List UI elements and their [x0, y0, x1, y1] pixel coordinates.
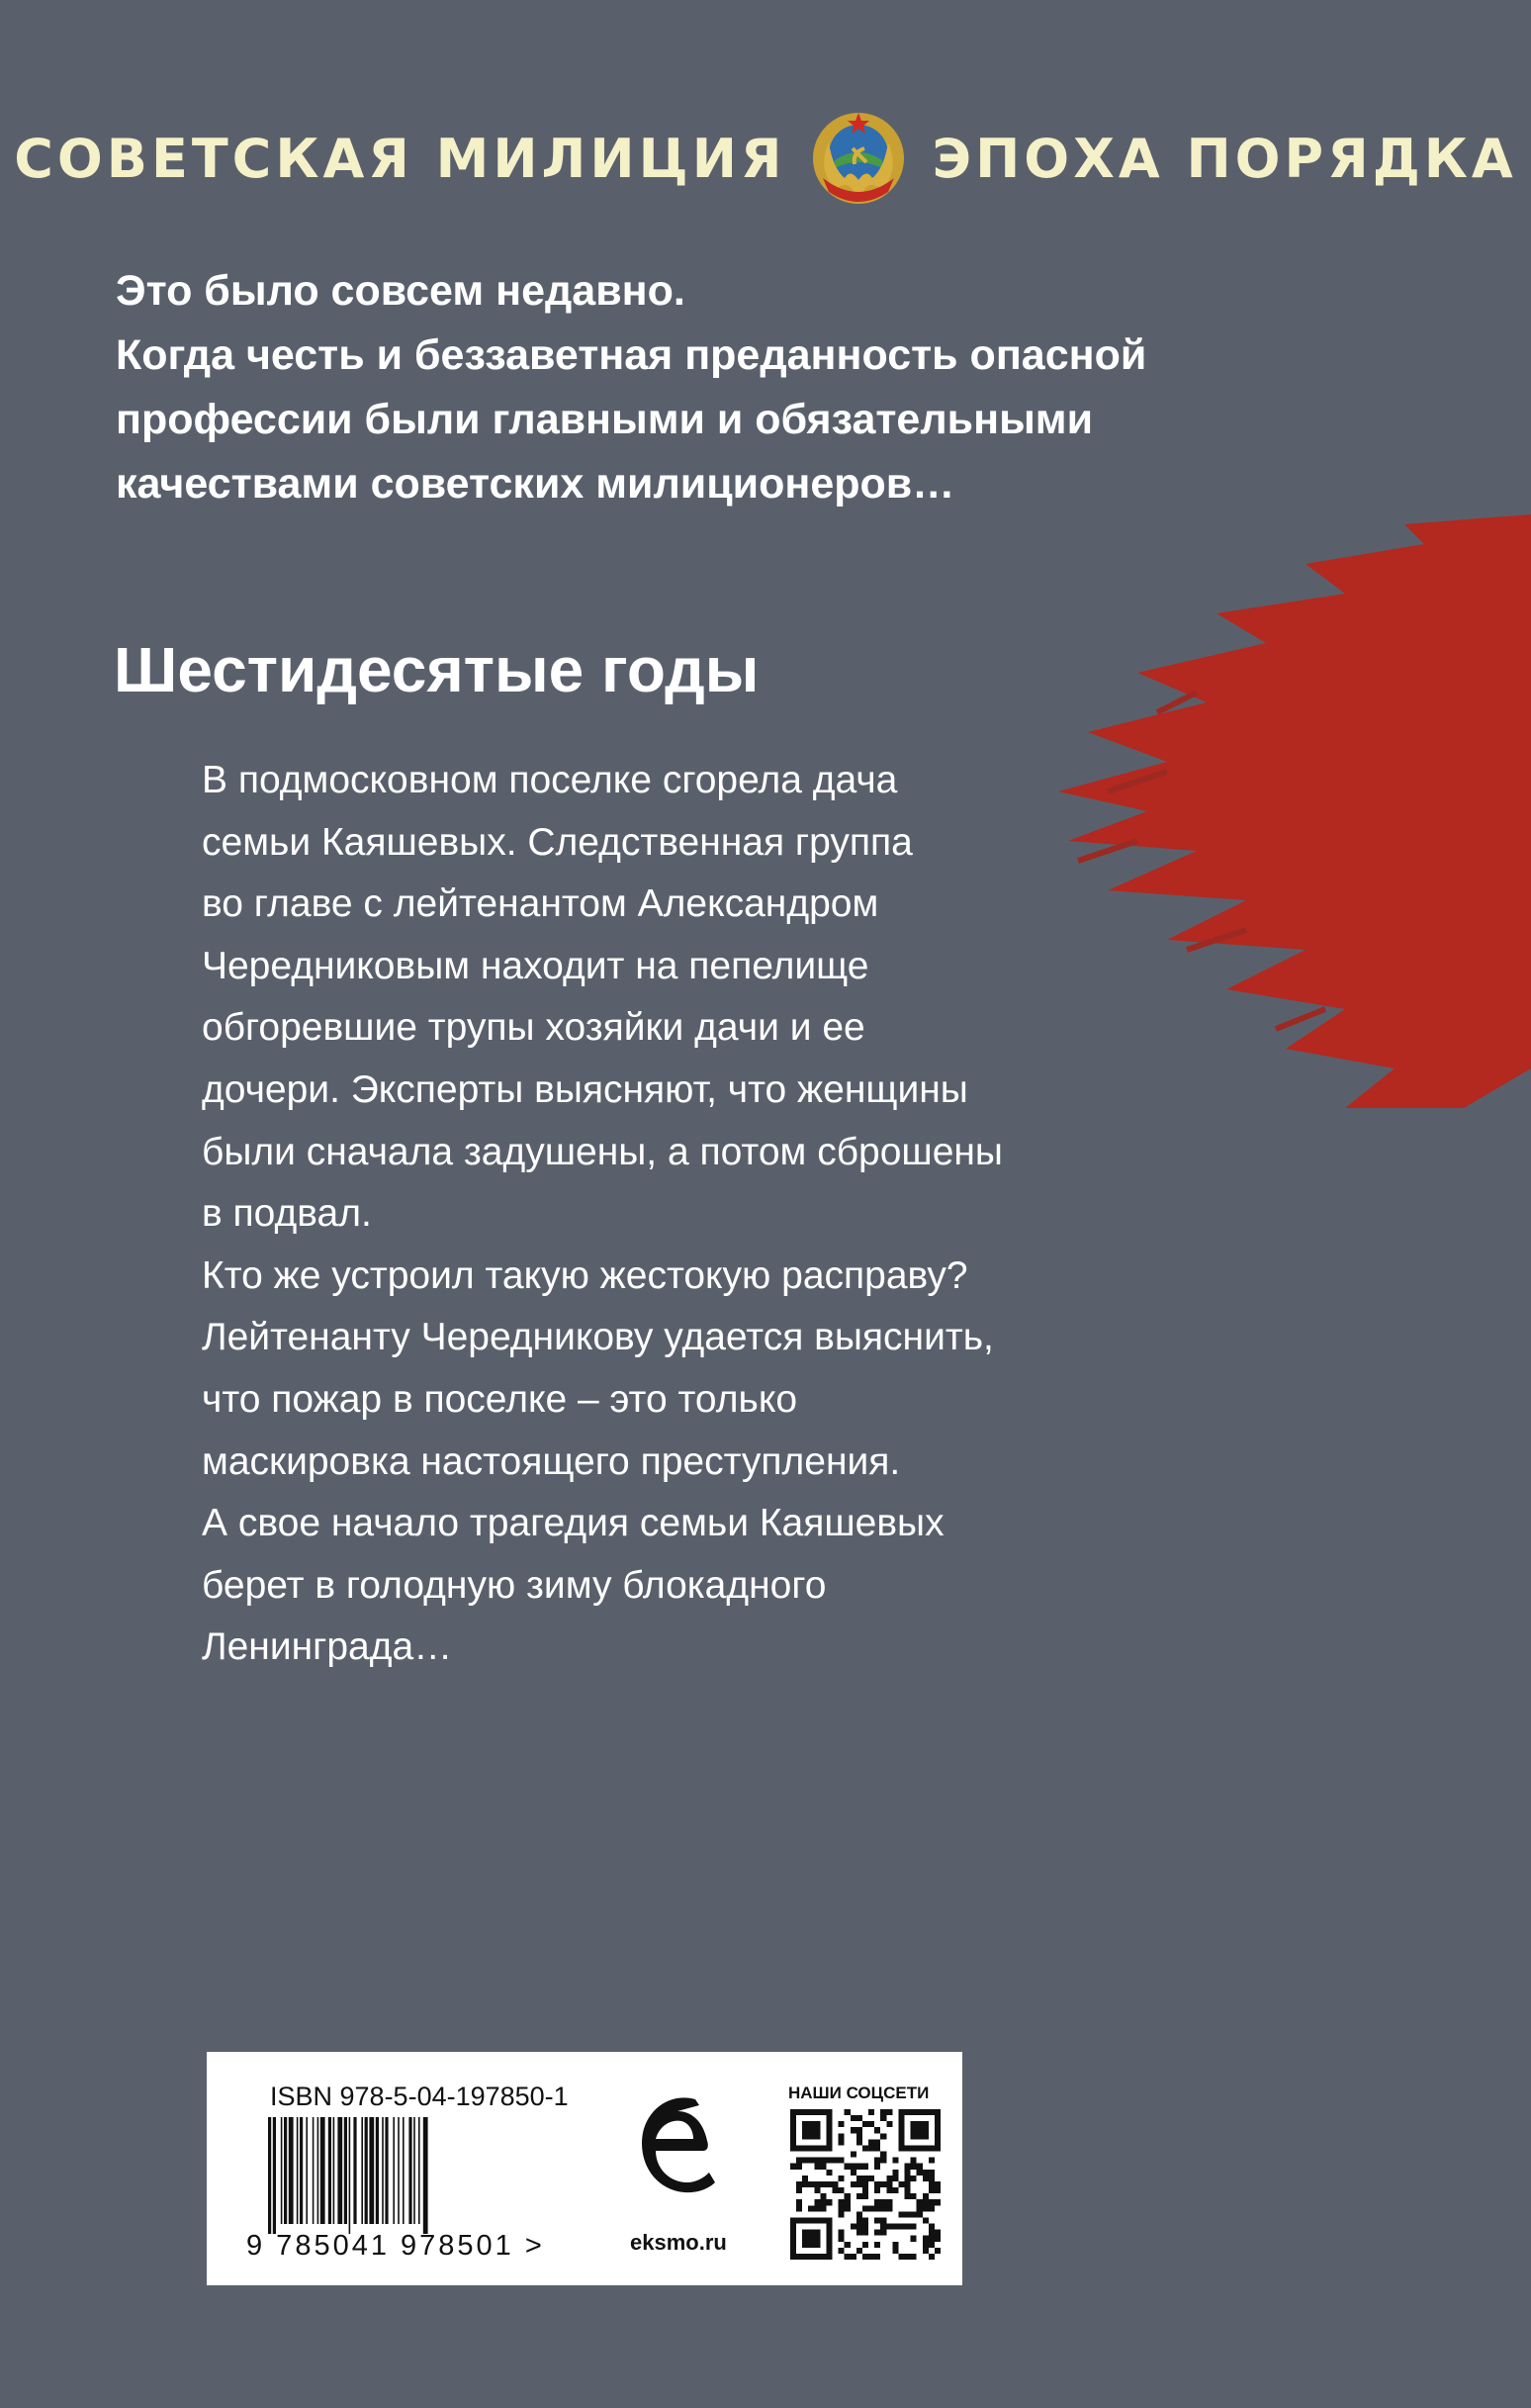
isbn-label: ISBN 978-5-04-197850-1: [270, 2082, 569, 2111]
synopsis-line: маскировка настоящего преступления.: [202, 1439, 901, 1483]
ussr-emblem-icon: [809, 109, 908, 208]
series-name-right: ЭПОХА ПОРЯДКА: [932, 127, 1517, 190]
barcode-digits: 9 785041 978501 >: [246, 2230, 545, 2262]
synopsis-line: обгоревшие трупы хозяйки дачи и ее: [202, 1006, 865, 1050]
synopsis-line: Кто же устроил такую жестокую расправу?: [202, 1253, 968, 1297]
publisher-url: eksmo.ru: [630, 2230, 727, 2255]
social-label: НАШИ СОЦСЕТИ: [788, 2084, 930, 2102]
synopsis-line: Ленинграда…: [202, 1625, 453, 1669]
intro-line: Это было совсем недавно.: [116, 267, 685, 315]
synopsis-line: семьи Каяшевых. Следственная группа: [202, 820, 913, 864]
synopsis-line: Лейтенанту Чередникову удается выяснить,: [202, 1316, 994, 1359]
synopsis-line: А свое начало трагедия семьи Каяшевых: [202, 1502, 945, 1545]
synopsis-line: берет в голодную зиму блокадного: [202, 1563, 827, 1607]
red-brush-stroke: [1048, 514, 1531, 1128]
series-header: [0, 109, 1531, 208]
section-title: Шестидесятые годы: [114, 634, 760, 705]
eksmo-logo-icon: [638, 2091, 717, 2200]
intro-line: профессии были главными и обязательными: [116, 396, 1094, 443]
synopsis-text: [202, 750, 1092, 1679]
synopsis-line: Чередниковым находит на пепелище: [202, 944, 869, 987]
synopsis-line: во главе с лейтенантом Александром: [202, 882, 879, 926]
intro-line: качествами советских милиционеров…: [116, 460, 955, 508]
intro-text: [116, 259, 1283, 516]
synopsis-line: В подмосковном поселке сгорела дача: [202, 759, 898, 801]
barcode-panel: [207, 2052, 962, 2285]
barcode-icon: [266, 2117, 525, 2234]
synopsis-line: дочери. Эксперты выясняют, что женщины: [202, 1067, 968, 1111]
qr-code-icon: [790, 2109, 941, 2260]
intro-line: Когда честь и беззаветная преданность опасной: [116, 331, 1147, 379]
series-name-left: СОВЕТСКАЯ МИЛИЦИЯ: [14, 127, 786, 190]
synopsis-line: были сначала задушены, а потом сброшены: [202, 1130, 1003, 1173]
synopsis-line: что пожар в поселке – это только: [202, 1377, 798, 1421]
synopsis-line: в подвал.: [202, 1192, 372, 1236]
